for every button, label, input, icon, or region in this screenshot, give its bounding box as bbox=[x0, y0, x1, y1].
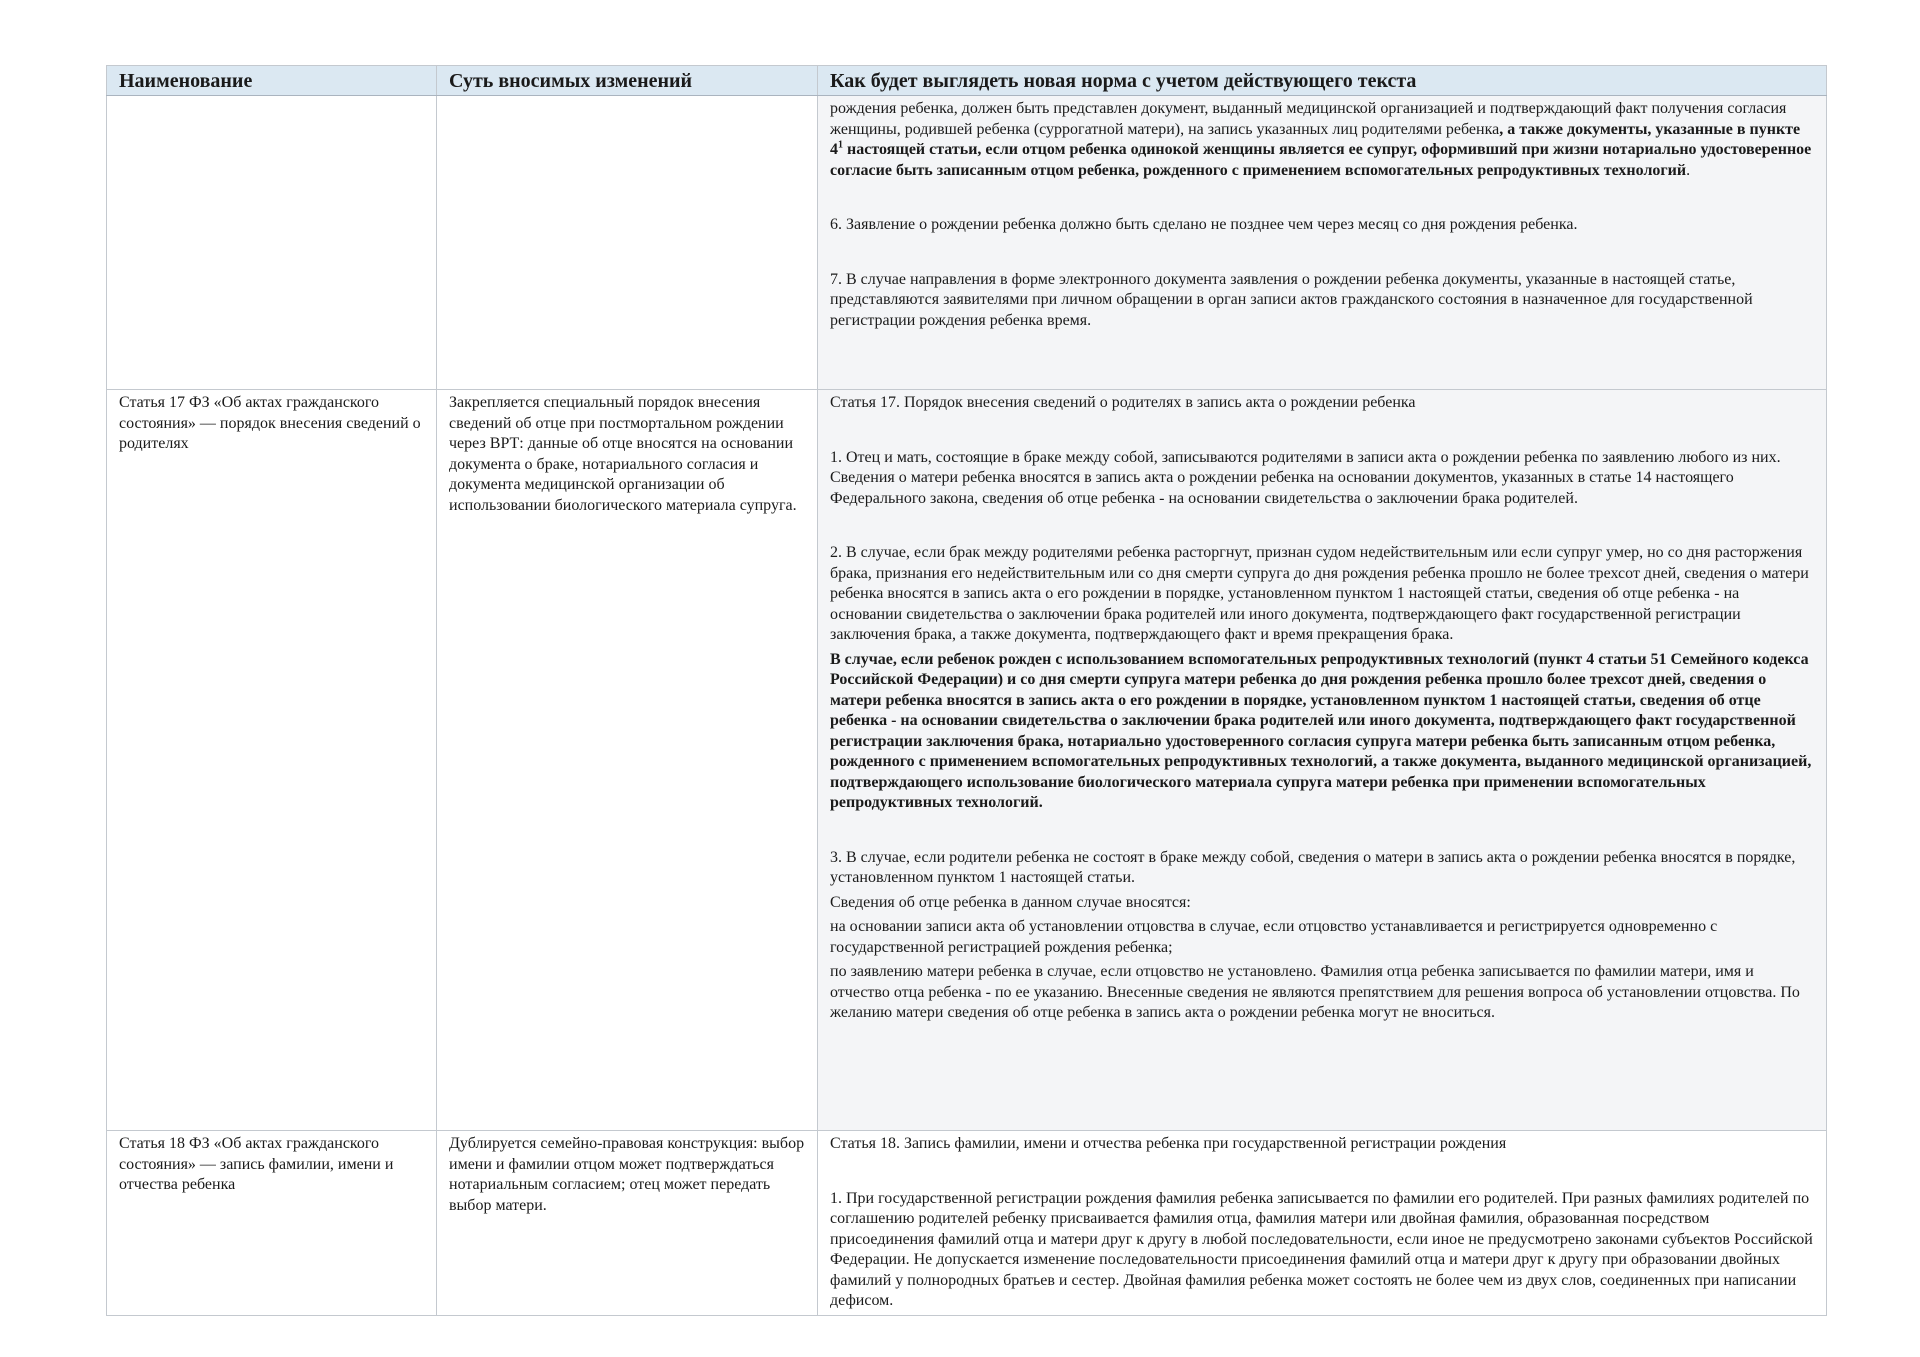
table-row bbox=[107, 1131, 1827, 1316]
cell-change bbox=[437, 96, 818, 390]
paragraph-2-amendment: В случае, если ребенок рожден с использованием вспомогательных репродуктивных технологий (пункт 4 статьи 51 Семейного кодекса Российской Федерации) и со дня смерти супруга матери ребенка до дня рождения ребенка прошло более трехсот дней, сведения о матери ребенка вносятся в запись акта о его рождении в порядке, установленном пунктом 1 настоящей статьи, сведения об отце ребенка - на основании свидетельства о заключении брака родителей или иного документа, подтверждающего факт государственной регистрации заключения брака, нотариально удостоверенного согласия супруга матери ребенка быть записанным отцом ребенка, рожденного с применением вспомогательных репродуктивных технологий, а также документа, выданного медицинской организацией, подтверждающего использование биологического материала супруга матери ребенка при применении вспомогательных репродуктивных технологий. bbox=[830, 650, 1812, 811]
article-title: Статья 17. Порядок внесения сведений о родителях в запись акта о рождении ребенка bbox=[830, 394, 1416, 411]
header-name: Наименование bbox=[107, 66, 437, 96]
text-bold: , а также документы, указанные в пункте 4 bbox=[830, 120, 1801, 158]
header-change: Суть вносимых изменений bbox=[437, 66, 818, 96]
cell-change: Закрепляется специальный порядок внесения сведений об отце при постмортальном рождении через ВРТ: данные об отце вносятся на основании документа о браке, нотариального согласия и документа медицинской организации об использовании биологического материала супруга. bbox=[437, 390, 818, 1131]
table-header-row bbox=[107, 66, 1827, 96]
cell-name bbox=[107, 96, 437, 390]
text-bold: настоящей статьи, если отцом ребенка одинокой женщины является ее супруг, оформивший при жизни нотариально удостоверенное согласие быть записанным отцом ребенка, рожденного с применением вспомогательных репродуктивных технологий bbox=[830, 141, 1812, 179]
text-normal: . bbox=[1686, 161, 1691, 179]
superscript: 1 bbox=[838, 139, 843, 151]
paragraph-2: 2. В случае, если брак между родителями ребенка расторгнут, признан судом недействительным или если супруг умер, но со дня расторжения брака, признания его недействительным или со дня смерти супруга до дня рождения ребенка прошло не более трехсот дней, сведения о матери ребенка вносятся в запись акта о его рождении в порядке, установленном пунктом 1 настоящей статьи, сведения об отце ребенка - на основании свидетельства о заключении брака родителей или иного документа, подтверждающего факт государственной регистрации заключения брака, а также документа, подтверждающего факт и время прекращения брака. bbox=[830, 544, 1809, 643]
cell-new-text bbox=[818, 1131, 1827, 1316]
text-normal: рождения ребенка, должен быть представлен документ, выданный медицинской организацией и подтверждающий факт получения согласия женщины, родившей ребенка (суррогатной матери), на запись указанных лиц родителями ребенка bbox=[830, 100, 1787, 138]
header-new-text: Как будет выглядеть новая норма с учетом действующего текста bbox=[818, 66, 1827, 96]
article-title: Статья 18. Запись фамилии, имени и отчества ребенка при государственной регистрации рождения bbox=[830, 1135, 1507, 1152]
paragraph-3-option-a: на основании записи акта об установлении отцовства в случае, если отцовство устанавливается и регистрируется одновременно с государственной регистрацией рождения ребенка; bbox=[830, 918, 1718, 956]
table-row bbox=[107, 390, 1827, 1131]
cell-name: Статья 17 ФЗ «Об актах гражданского состояния» — порядок внесения сведений о родителях bbox=[107, 390, 437, 1131]
paragraph-1: 1. При государственной регистрации рождения фамилия ребенка записывается по фамилии его родителей. При разных фамилиях родителей по соглашению родителей ребенку присваивается фамилия отца, фамилия матери или двойная фамилия, образованная посредством присоединения фамилий отца и матери друг к другу в любой последовательности, если иное не предусмотрено законами субъектов Российской Федерации. Не допускается изменение последовательности присоединения фамилий отца и матери друг к другу при образовании двойных фамилий у полнородных братьев и сестер. Двойная фамилия ребенка может состоять не более чем из двух слов, соединенных при написании дефисом. bbox=[830, 1189, 1813, 1309]
paragraph-6: 6. Заявление о рождении ребенка должно быть сделано не позднее чем через месяц со дня рождения ребенка. bbox=[830, 216, 1578, 233]
comparison-table bbox=[106, 65, 1827, 1316]
paragraph-3-option-b: по заявлению матери ребенка в случае, если отцовство не установлено. Фамилия отца ребенка записывается по фамилии матери, имя и отчество отца ребенка - по ее указанию. Внесенные сведения не являются препятствием для решения вопроса об установлении отцовства. По желанию матери сведения об отце ребенка в запись акта о рождении ребенка могут не вноситься. bbox=[830, 963, 1800, 1021]
paragraph-3: 3. В случае, если родители ребенка не состоят в браке между собой, сведения о матери в запись акта о рождении ребенка вносятся в порядке, установленном пунктом 1 настоящей статьи. bbox=[830, 848, 1796, 886]
paragraph-7: 7. В случае направления в форме электронного документа заявления о рождении ребенка документы, указанные в настоящей статье, представляются заявителями при личном обращении в орган записи актов гражданского состояния в назначенное для государственной регистрации рождения ребенка время. bbox=[830, 270, 1753, 329]
paragraph-1: 1. Отец и мать, состоящие в браке между собой, записываются родителями в записи акта о рождении ребенка по заявлению любого из них. Сведения о матери ребенка вносятся в запись акта о рождении ребенка на основании документов, указанных в статье 14 настоящего Федерального закона, сведения об отце ребенка - на основании свидетельства о заключении брака родителей. bbox=[830, 448, 1781, 507]
cell-new-text bbox=[818, 390, 1827, 1131]
cell-new-text bbox=[818, 96, 1827, 390]
cell-change: Дублируется семейно-правовая конструкция: выбор имени и фамилии отцом может подтверждаться нотариальным согласием; отец может передать выбор матери. bbox=[437, 1131, 818, 1316]
cell-name: Статья 18 ФЗ «Об актах гражданского состояния» — запись фамилии, имени и отчества ребенка bbox=[107, 1131, 437, 1316]
paragraph-3-father: Сведения об отце ребенка в данном случае вносятся: bbox=[830, 893, 1191, 911]
paragraph-continuation bbox=[830, 99, 1814, 181]
table-row bbox=[107, 96, 1827, 390]
